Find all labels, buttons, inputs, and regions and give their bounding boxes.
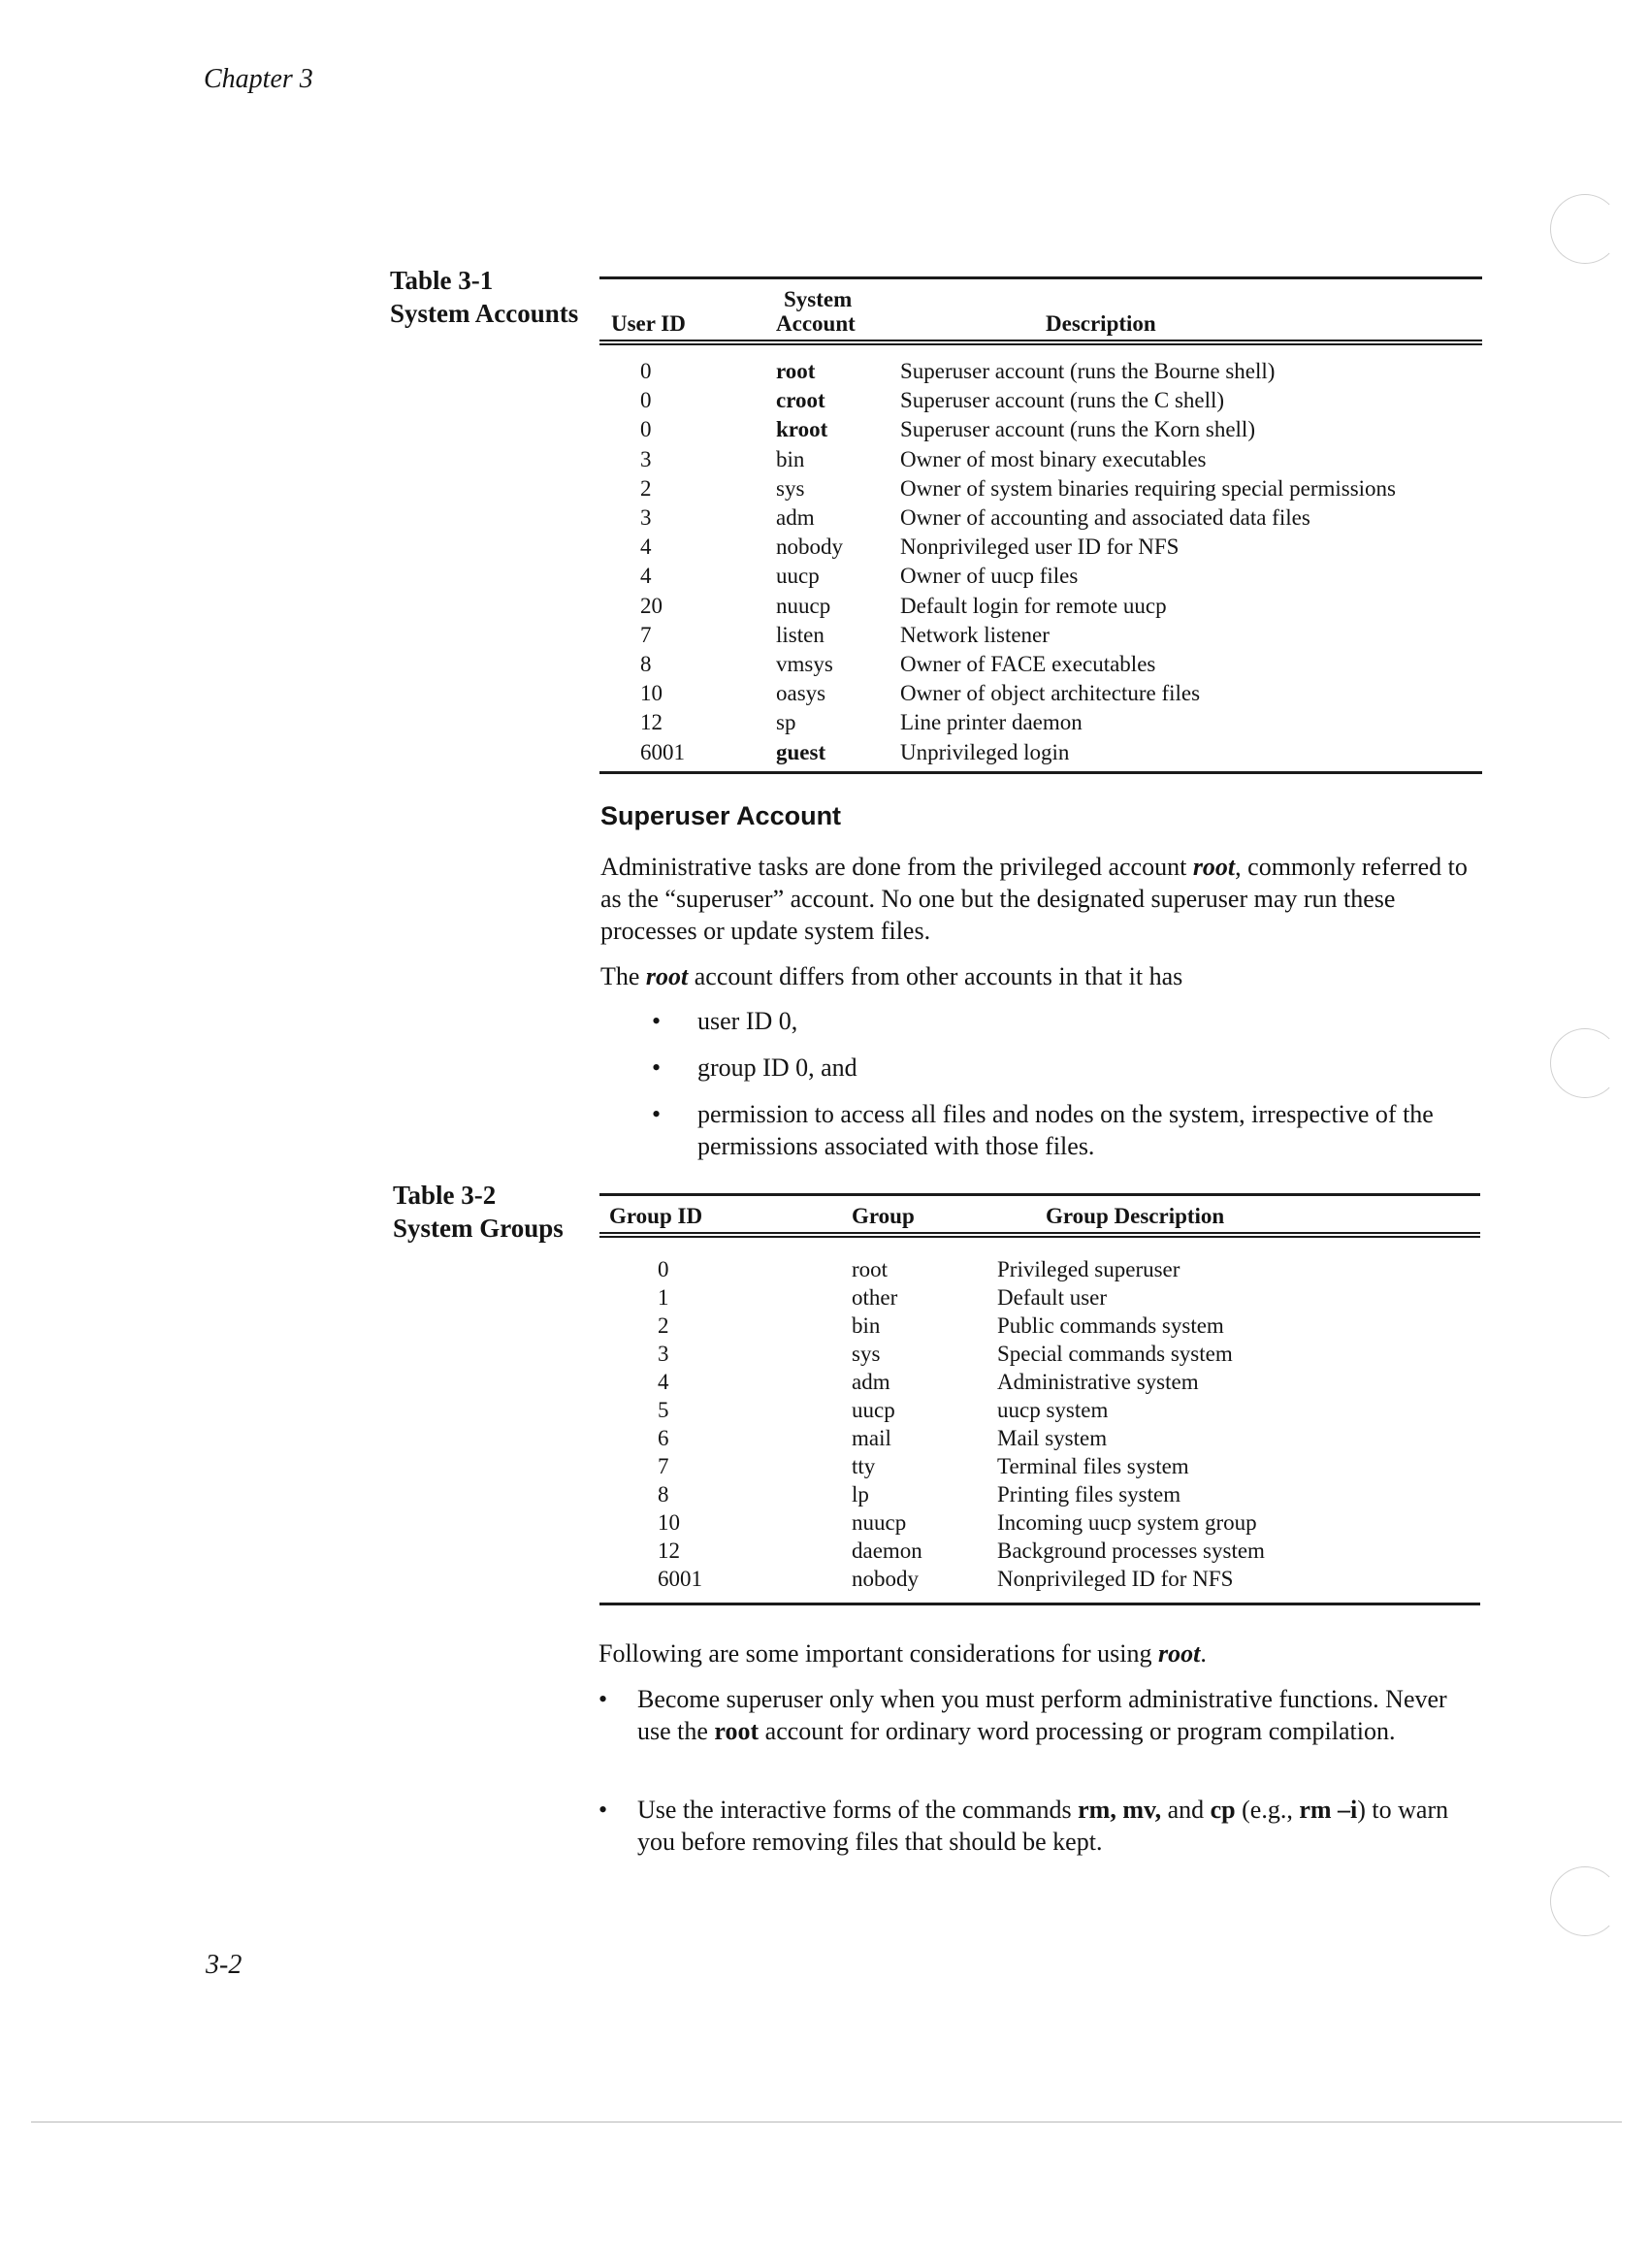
bullet-icon: •	[598, 1685, 608, 1713]
description-cell: Nonprivileged user ID for NFS	[900, 535, 1180, 560]
system-accounts-table	[599, 276, 1482, 774]
account-cell: uucp	[776, 564, 820, 589]
table-row	[599, 738, 1482, 773]
group-id-cell: 6	[658, 1426, 669, 1450]
table-row	[599, 533, 1482, 562]
group-description-cell: Printing files system	[997, 1482, 1181, 1507]
user-id-cell: 6001	[640, 739, 685, 764]
table-row	[599, 1565, 1480, 1604]
table-row	[599, 1508, 1480, 1537]
column-header-group-id: Group ID	[599, 1195, 852, 1236]
group-id-cell: 7	[658, 1454, 669, 1478]
group-id-cell: 10	[658, 1510, 680, 1535]
group-id-cell: 8	[658, 1482, 669, 1507]
account-cell: listen	[776, 622, 824, 647]
table-row	[599, 562, 1482, 591]
account-cell: nuucp	[776, 593, 831, 618]
group-cell: nuucp	[852, 1510, 907, 1535]
root-term: root	[645, 962, 689, 990]
list-item: • Become superuser only when you must perform administrative functions. Never use the root account for ordinary word processing or program compilation.	[598, 1685, 1447, 1745]
superuser-paragraph: Administrative tasks are done from the privileged account root, commonly referred to as the “superuser” account. No one but the designated superuser may run these processes or update system files.	[600, 853, 1468, 945]
table-row	[599, 592, 1482, 621]
list-item: • group ID 0, and	[652, 1053, 857, 1082]
punch-hole-mark	[1550, 1866, 1620, 1936]
group-id-cell: 6001	[658, 1567, 702, 1591]
column-header-description: Description	[900, 278, 1482, 343]
description-cell: Owner of FACE executables	[900, 652, 1156, 677]
page-number: 3-2	[206, 1950, 242, 1980]
table-caption-number: Table 3-2	[393, 1181, 497, 1210]
table-row	[599, 1340, 1480, 1368]
description-cell: Owner of system binaries requiring special permissions	[900, 475, 1396, 501]
account-cell: kroot	[776, 417, 828, 442]
table-3-2-caption	[393, 1179, 564, 1245]
considerations-intro: Following are some important considerations for using root.	[598, 1639, 1207, 1668]
group-cell: lp	[852, 1482, 869, 1507]
rm-command: rm,	[1078, 1796, 1116, 1824]
group-cell: uucp	[852, 1398, 895, 1422]
group-id-cell: 0	[658, 1257, 669, 1281]
list-item: • user ID 0,	[652, 1007, 798, 1035]
account-cell: root	[776, 359, 816, 383]
punch-hole-mark	[1550, 1028, 1620, 1098]
table-row	[599, 445, 1482, 474]
group-cell: daemon	[852, 1539, 922, 1563]
bullet-icon: •	[652, 1007, 662, 1035]
running-header: Chapter 3	[204, 64, 313, 94]
user-id-cell: 0	[640, 417, 652, 442]
user-id-cell: 2	[640, 475, 652, 501]
user-id-cell: 8	[640, 652, 652, 677]
root-differs-paragraph: The root account differs from other accounts in that it has	[600, 962, 1183, 990]
list-item: • permission to access all files and nodes on the system, irrespective of the permissions associated with those files.	[652, 1100, 1434, 1160]
table-caption-title: System Accounts	[390, 299, 579, 328]
table-row	[599, 474, 1482, 503]
table-3-1-caption	[390, 264, 578, 330]
table-caption-title: System Groups	[393, 1214, 564, 1243]
user-id-cell: 7	[640, 622, 652, 647]
description-cell: Superuser account (runs the Korn shell)	[900, 417, 1255, 442]
user-id-cell: 3	[640, 446, 652, 471]
group-description-cell: Administrative system	[997, 1370, 1199, 1394]
group-id-cell: 3	[658, 1342, 669, 1366]
group-description-cell: Incoming uucp system group	[997, 1510, 1257, 1535]
description-cell: Network listener	[900, 622, 1050, 647]
account-cell: adm	[776, 505, 815, 531]
group-description-cell: uucp system	[997, 1398, 1109, 1422]
column-header-user-id: User ID	[599, 278, 776, 343]
table-row	[599, 1452, 1480, 1480]
group-cell: other	[852, 1285, 898, 1310]
table-row	[599, 1283, 1480, 1312]
list-item: • Use the interactive forms of the commands rm, mv, and cp (e.g., rm –i) to warn you before removing files that should be kept.	[598, 1796, 1449, 1856]
account-cell: vmsys	[776, 652, 833, 677]
table-row	[599, 1368, 1480, 1396]
account-cell: oasys	[776, 681, 826, 706]
description-cell: Owner of most binary executables	[900, 446, 1207, 471]
description-cell: Owner of uucp files	[900, 564, 1079, 589]
bullet-icon: •	[598, 1796, 608, 1824]
user-id-cell: 12	[640, 710, 663, 735]
table-row	[599, 621, 1482, 650]
root-term: root	[1192, 853, 1236, 881]
group-id-cell: 2	[658, 1313, 669, 1338]
user-id-cell: 4	[640, 564, 652, 589]
description-cell: Owner of accounting and associated data files	[900, 505, 1310, 531]
column-header-group: Group	[852, 1195, 997, 1236]
user-id-cell: 20	[640, 593, 663, 618]
account-cell: guest	[776, 739, 826, 764]
table-row	[599, 708, 1482, 737]
description-cell: Unprivileged login	[900, 739, 1070, 764]
user-id-cell: 0	[640, 359, 652, 383]
table-row	[599, 1424, 1480, 1452]
description-cell: Superuser account (runs the Bourne shell)	[900, 359, 1276, 383]
user-id-cell: 4	[640, 535, 652, 560]
description-cell: Owner of object architecture files	[900, 681, 1201, 706]
group-cell: bin	[852, 1313, 881, 1338]
table-row	[599, 679, 1482, 708]
root-term: root	[1157, 1639, 1201, 1668]
group-id-cell: 5	[658, 1398, 669, 1422]
description-cell: Line printer daemon	[900, 710, 1083, 735]
group-id-cell: 4	[658, 1370, 669, 1394]
group-cell: root	[852, 1257, 889, 1281]
group-cell: nobody	[852, 1567, 919, 1591]
group-id-cell: 1	[658, 1285, 669, 1310]
group-description-cell: Terminal files system	[997, 1454, 1189, 1478]
user-id-cell: 3	[640, 505, 652, 531]
group-description-cell: Privileged superuser	[997, 1257, 1180, 1281]
group-description-cell: Special commands system	[997, 1342, 1233, 1366]
table-row	[599, 1312, 1480, 1340]
table-header-row	[599, 1195, 1480, 1236]
table-row	[599, 1235, 1480, 1283]
account-cell: sys	[776, 475, 805, 501]
group-description-cell: Nonprivileged ID for NFS	[997, 1567, 1234, 1591]
table-header-row	[599, 278, 1482, 343]
account-cell: bin	[776, 446, 805, 471]
group-description-cell: Background processes system	[997, 1539, 1265, 1563]
table-row	[599, 386, 1482, 415]
table-caption-number: Table 3-1	[390, 266, 494, 295]
table-row	[599, 503, 1482, 533]
group-cell: mail	[852, 1426, 891, 1450]
section-heading: Superuser Account	[600, 801, 842, 830]
rm-i-command: rm –i	[1299, 1796, 1358, 1824]
punch-hole-mark	[1550, 194, 1620, 264]
group-description-cell: Public commands system	[997, 1313, 1224, 1338]
account-cell: nobody	[776, 535, 843, 560]
table-row	[599, 1480, 1480, 1508]
group-cell: adm	[852, 1370, 890, 1394]
mv-command: mv,	[1122, 1796, 1162, 1824]
table-row	[599, 1396, 1480, 1424]
table-row	[599, 342, 1482, 386]
description-cell: Superuser account (runs the C shell)	[900, 388, 1225, 413]
bullet-icon: •	[652, 1100, 662, 1128]
cp-command: cp	[1210, 1796, 1236, 1824]
group-id-cell: 12	[658, 1539, 680, 1563]
system-groups-table	[599, 1193, 1480, 1605]
account-cell: sp	[776, 710, 796, 735]
bullet-icon: •	[652, 1053, 662, 1082]
table-row	[599, 1537, 1480, 1565]
user-id-cell: 10	[640, 681, 663, 706]
column-header-system-account: System Account	[776, 278, 900, 343]
table-row	[599, 415, 1482, 444]
table-row	[599, 650, 1482, 679]
user-id-cell: 0	[640, 388, 652, 413]
root-command: root	[714, 1717, 760, 1745]
group-cell: sys	[852, 1342, 881, 1366]
group-description-cell: Mail system	[997, 1426, 1108, 1450]
group-description-cell: Default user	[997, 1285, 1108, 1310]
column-header-group-description: Group Description	[997, 1195, 1480, 1236]
description-cell: Default login for remote uucp	[900, 593, 1167, 618]
account-cell: croot	[776, 388, 825, 413]
group-cell: tty	[852, 1454, 876, 1478]
